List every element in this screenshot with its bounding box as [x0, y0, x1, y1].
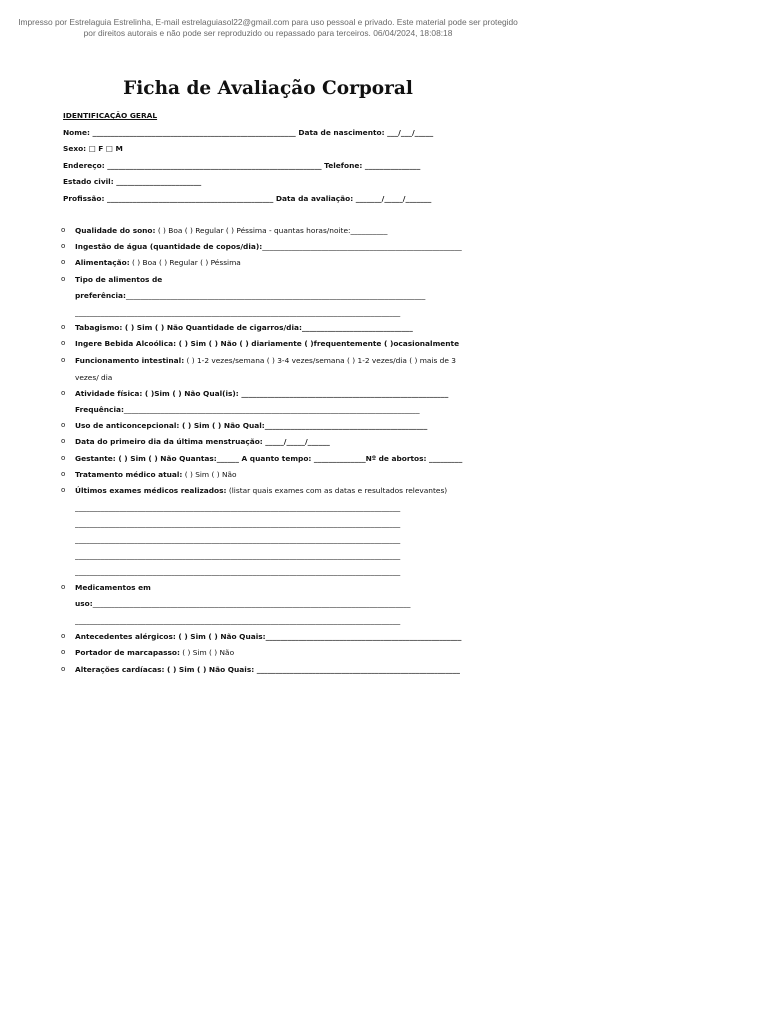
field-label: Profissão: [63, 194, 105, 203]
item-label: Portador de marcapasso: [75, 648, 180, 657]
item-blank: ________________________________________________________________________________________ [75, 308, 401, 317]
item-gestante[interactable] [75, 453, 476, 464]
item-preferencia[interactable] [75, 290, 476, 301]
item-bebida-alcoolica[interactable] [75, 338, 476, 349]
item-label: Atividade física: [75, 389, 143, 398]
item-label: Gestante: [75, 454, 116, 463]
page-title: Ficha de Avaliação Corporal [123, 78, 413, 99]
item-exames-line[interactable] [75, 502, 476, 513]
bullet-icon: o [61, 470, 66, 478]
bullet-icon: o [61, 389, 66, 397]
item-exames-line[interactable] [75, 518, 476, 529]
item-qualidade-sono[interactable] [75, 225, 476, 236]
field-blank: _______________________ [113, 177, 202, 186]
item-exames-line[interactable] [75, 534, 476, 545]
item-label: Últimos exames médicos realizados: [75, 486, 227, 495]
bullet-icon: o [61, 356, 66, 364]
field-blank: __________________________________________________________ Telefone: _______________ [104, 161, 421, 170]
item-blank: ________________________________________________________________________________________ [75, 616, 401, 625]
field-label: Nome: [63, 128, 90, 137]
item-options: ( ) Sim ( ) Não ( ) diariamente ( )frequentemente ( )ocasionalmente [176, 339, 460, 348]
item-label: Frequência: [75, 405, 124, 414]
bullet-icon: o [61, 226, 66, 234]
field-endereco[interactable] [63, 160, 476, 171]
item-label: Funcionamento intestinal: [75, 356, 185, 365]
item-blank: ________________________________________________________________________________________ [75, 551, 401, 560]
item-label: Tipo de alimentos de [75, 275, 163, 284]
item-blank: _____/_____/______ [262, 437, 330, 446]
item-preferencia-extra-line[interactable] [75, 307, 476, 318]
bullet-icon: o [61, 258, 66, 266]
item-ingestao-agua[interactable] [75, 241, 476, 252]
item-medicamentos [75, 582, 476, 593]
field-nome[interactable] [63, 127, 476, 138]
item-blank: ________________________________________________________________________________ [123, 405, 420, 414]
item-tipo-alimentos [75, 274, 476, 285]
item-label: Uso de anticoncepcional: [75, 421, 180, 430]
item-alimentacao[interactable] [75, 257, 476, 268]
bullet-icon: o [61, 486, 66, 494]
item-options: ( ) Sim ( ) Não Quantas:______ A quanto tempo: ______________Nº de abortos: _________ [115, 454, 463, 463]
item-blank: ________________________________________________________________________________________ [75, 503, 401, 512]
item-blank: ______________________________________________________________________________________ [92, 599, 411, 608]
bullet-icon: o [61, 648, 66, 656]
item-blank: ______________________________________________________ [262, 242, 462, 251]
item-anticoncepcional[interactable] [75, 420, 476, 431]
item-options: ( ) Sim ( ) Não [182, 470, 237, 479]
item-options: ( ) Sim ( ) Não Qual:____________________________________________ [179, 421, 428, 430]
item-options: ( ) Sim ( ) Não Quais: _______________________________________________________ [164, 665, 460, 674]
field-estado-civil[interactable] [63, 176, 476, 187]
item-label: Alterações cardíacas: [75, 665, 165, 674]
item-hint: (listar quais exames com as datas e resultados relevantes) [226, 486, 448, 495]
notice-line-1: Impresso por Estrelaguia Estrelinha, E-mail estrelaguiasol22@gmail.com para uso pessoal e privado. Este material pode ser protegido [18, 17, 518, 27]
item-label: Alimentação: [75, 258, 130, 267]
field-label: Estado civil: [63, 177, 114, 186]
bullet-icon: o [61, 421, 66, 429]
item-label: uso: [75, 599, 93, 608]
item-menstruacao[interactable] [75, 436, 476, 447]
item-atividade-fisica[interactable] [75, 388, 476, 399]
item-options: ( ) Sim ( ) Não [179, 648, 235, 657]
item-tabagismo[interactable] [75, 322, 476, 333]
section-heading: IDENTIFICAÇÃO GERAL [63, 111, 158, 120]
item-alteracoes-cardiacas[interactable] [75, 664, 476, 675]
item-options: ( ) Boa ( ) Regular ( ) Péssima - quantas horas/noite:__________ [155, 226, 388, 235]
item-label: Antecedentes alérgicos: [75, 632, 176, 641]
item-blank: _________________________________________________________________________________ [125, 291, 426, 300]
bullet-icon: o [61, 454, 66, 462]
field-label: Endereço: [63, 161, 105, 170]
item-label: preferência: [75, 291, 126, 300]
bullet-icon: o [61, 437, 66, 445]
bullet-icon: o [61, 583, 66, 591]
item-frequencia[interactable] [75, 404, 476, 415]
item-options: ( ) 1-2 vezes/semana ( ) 3-4 vezes/semana ( ) 1-2 vezes/dia ( ) mais de 3 [184, 356, 456, 365]
notice-line-2: por direitos autorais e não pode ser reproduzido ou repassado para terceiros. 06/04/2024, 18:08:18 [83, 28, 453, 38]
bullet-icon: o [61, 339, 66, 347]
bullet-icon: o [61, 665, 66, 673]
item-label: Tabagismo: [75, 323, 123, 332]
item-medicamentos-uso[interactable] [75, 598, 476, 609]
item-ultimos-exames [75, 485, 476, 496]
item-medicamentos-line[interactable] [75, 615, 476, 626]
item-blank: ________________________________________________________________________________________ [75, 535, 401, 544]
field-sexo[interactable] [63, 143, 476, 154]
item-blank: ________________________________________________________________________________________ [75, 567, 401, 576]
item-options: ( ) Sim ( ) Não Quais:_____________________________________________________ [175, 632, 462, 641]
copyright-notice [0, 17, 536, 39]
item-options: ( ) Boa ( ) Regular ( ) Péssima [129, 258, 241, 267]
item-funcionamento-intestinal-cont [75, 372, 476, 383]
item-exames-line[interactable] [75, 566, 476, 577]
item-label: Ingestão de água (quantidade de copos/dia): [75, 242, 263, 251]
field-blank: _______________________________________________________ Data de nascimento: ___/___/_____ [89, 128, 434, 137]
bullet-icon: o [61, 275, 66, 283]
field-options: □ F □ M [86, 144, 123, 153]
item-options: ( )Sim ( ) Não Qual(is): ________________________________________________________ [142, 389, 449, 398]
item-marcapasso[interactable] [75, 647, 476, 658]
item-label: Tratamento médico atual: [75, 470, 183, 479]
field-label: Sexo: [63, 144, 87, 153]
field-profissao[interactable] [63, 193, 476, 204]
item-blank: ________________________________________________________________________________________ [75, 519, 401, 528]
item-options: vezes/ dia [75, 373, 113, 382]
item-exames-line[interactable] [75, 550, 476, 561]
item-options: ( ) Sim ( ) Não Quantidade de cigarros/dia:______________________________ [122, 323, 413, 332]
field-blank: _____________________________________________ Data da avaliação: _______/_____/_______ [104, 194, 432, 203]
item-label: Ingere Bebida Alcoólica: [75, 339, 177, 348]
item-tratamento-medico[interactable] [75, 469, 476, 480]
bullet-icon: o [61, 323, 66, 331]
item-label: Medicamentos em [75, 583, 151, 592]
item-label: Data do primeiro dia da última menstruação: [75, 437, 263, 446]
item-label: Qualidade do sono: [75, 226, 156, 235]
item-funcionamento-intestinal[interactable] [75, 355, 476, 366]
item-antecedentes-alergicos[interactable] [75, 631, 476, 642]
bullet-icon: o [61, 242, 66, 250]
bullet-icon: o [61, 632, 66, 640]
